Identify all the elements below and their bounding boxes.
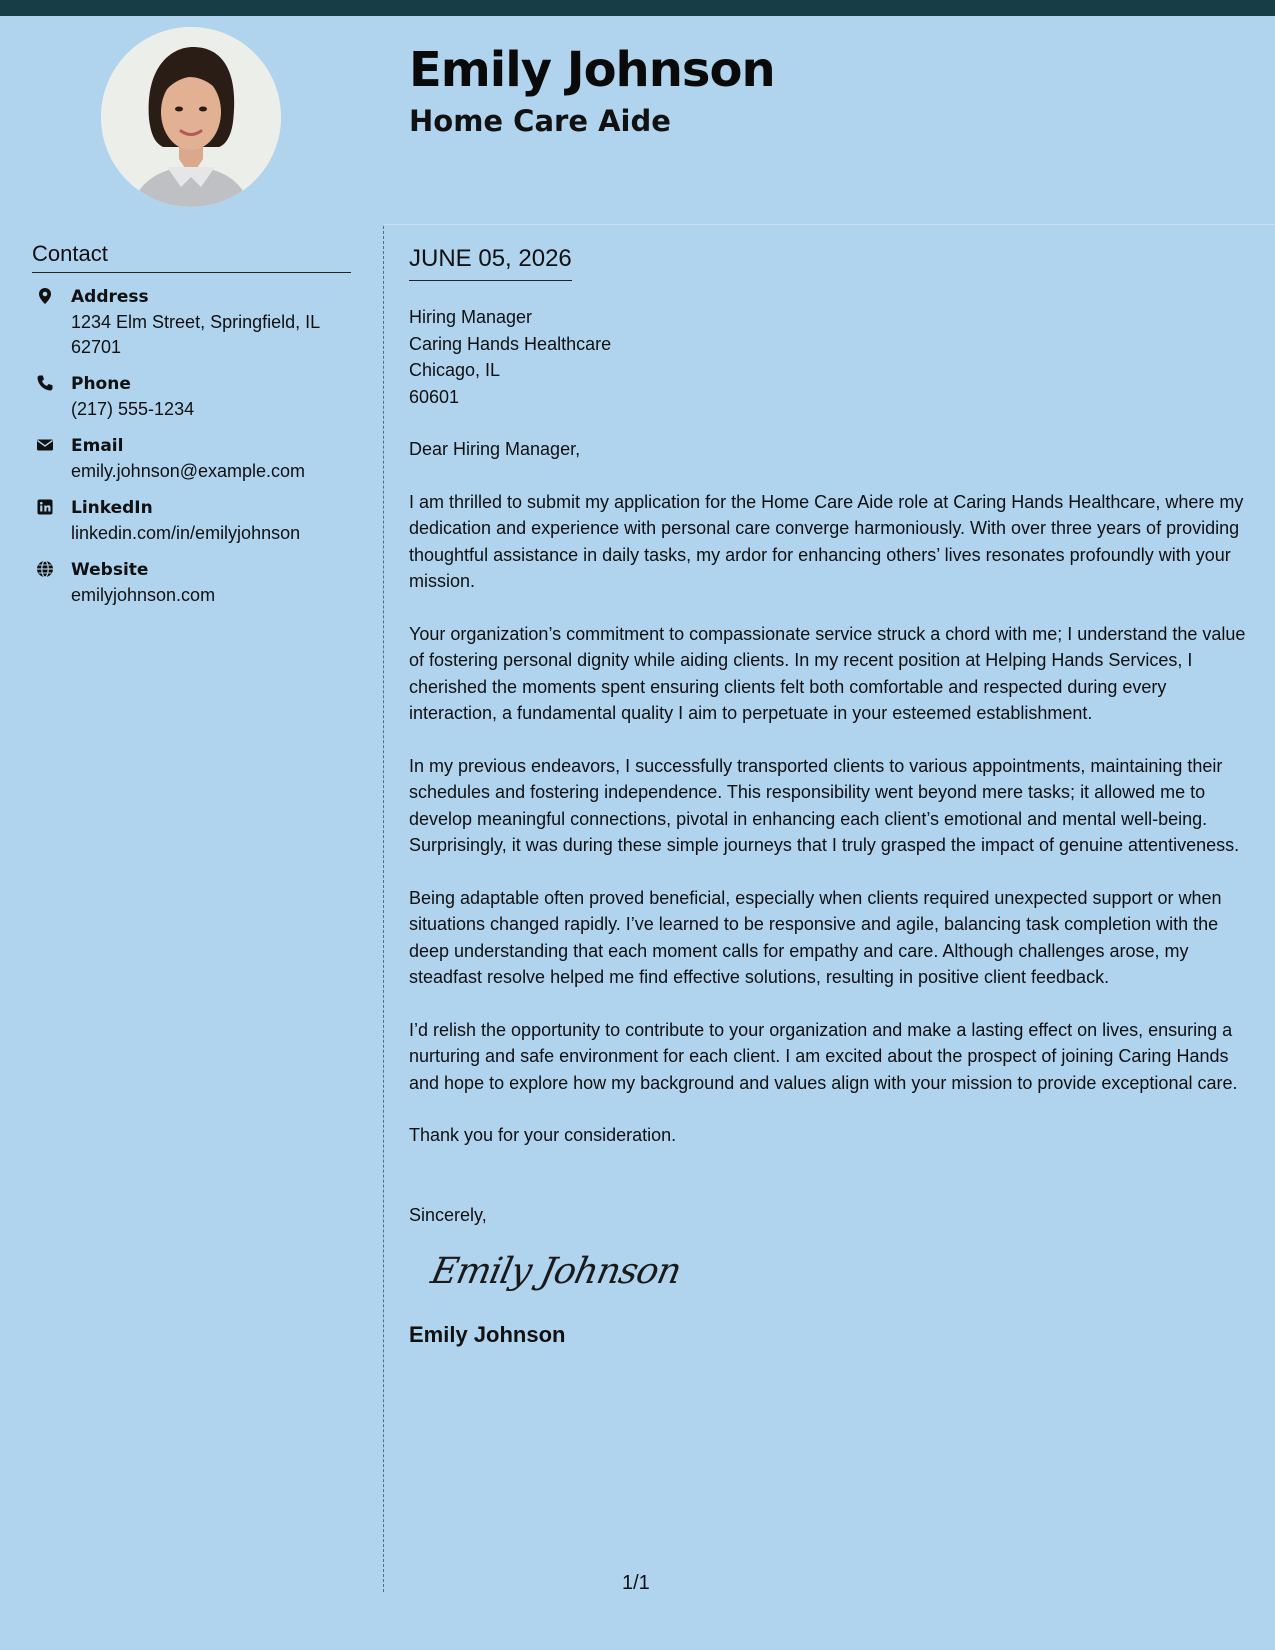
phone-icon bbox=[36, 374, 54, 392]
contact-list bbox=[32, 285, 351, 608]
contact-value-linkedin[interactable]: linkedin.com/in/emilyjohnson bbox=[71, 523, 301, 543]
contact-value-phone[interactable]: (217) 555-1234 bbox=[71, 399, 195, 419]
handwritten-signature: Emily Johnson bbox=[427, 1251, 685, 1292]
contact-label-address: Address bbox=[71, 287, 149, 307]
top-accent-bar bbox=[0, 0, 1275, 16]
contact-phone bbox=[32, 372, 351, 422]
contact-heading: Contact bbox=[32, 240, 351, 273]
email-icon bbox=[36, 436, 54, 454]
body-paragraph: Being adaptable often proved beneficial, especially when clients required unexpected support or when situations changed rapidly. I’ve learned to be responsive and agile, balancing task completion with the deep understanding that each moment calls for empathy and care. Although challenges arose, my steadfast resolve helped me find effective solutions, resulting in positive client feedback. bbox=[409, 887, 1222, 987]
contact-label-website: Website bbox=[71, 560, 149, 580]
linkedin-icon bbox=[36, 498, 54, 516]
globe-icon bbox=[36, 560, 54, 578]
column-divider bbox=[383, 226, 384, 1592]
letter-body bbox=[409, 244, 1259, 1348]
recipient-line: Hiring Manager bbox=[409, 307, 533, 327]
contact-email bbox=[32, 434, 351, 484]
recipient-line: 60601 bbox=[409, 386, 460, 407]
contact-label-phone: Phone bbox=[71, 374, 131, 394]
page-number: 1/1 bbox=[622, 1572, 650, 1594]
profile-photo bbox=[101, 27, 281, 207]
contact-value-website[interactable]: emilyjohnson.com bbox=[71, 585, 216, 605]
closing: Sincerely, bbox=[409, 1204, 487, 1225]
contact-address bbox=[32, 285, 351, 360]
salutation: Dear Hiring Manager, bbox=[409, 439, 581, 459]
contact-value-email[interactable]: emily.johnson@example.com bbox=[71, 461, 306, 481]
contact-linkedin bbox=[32, 496, 351, 546]
applicant-name: Emily Johnson bbox=[409, 42, 775, 98]
recipient-line: Chicago, IL bbox=[409, 360, 501, 380]
recipient-block bbox=[409, 304, 1259, 410]
job-title: Home Care Aide bbox=[409, 104, 671, 138]
header-divider bbox=[384, 224, 1275, 225]
contact-website bbox=[32, 558, 351, 608]
body-paragraph: In my previous endeavors, I successfully transported clients to various appointments, maintaining their schedules and fostering independence. This responsibility went beyond mere tasks; it allowed me to develop meaningful connections, pivotal in enhancing each client’s emotional and mental well-being. Surprisingly, it was during these simple journeys that I truly grasped the impact of genuine attentiveness. bbox=[409, 755, 1240, 855]
body-paragraph: Your organization’s commitment to compassionate service struck a chord with me; I understand the value of fostering personal dignity while aiding clients. In my recent position at Helping Hands Services, I cherished the moments spent ensuring clients felt both comfortable and respected during every interaction, a fundamental quality I aim to perpetuate in your esteemed establishment. bbox=[409, 623, 1246, 723]
recipient-line: Caring Hands Healthcare bbox=[409, 333, 612, 354]
body-paragraph: I’d relish the opportunity to contribute to your organization and make a lasting effect on lives, ensuring a nurturing and safe environment for each client. I am excited about the prospect of joining Caring Hands and hope to explore how my background and values align with your mission to provide exceptional care. bbox=[409, 1019, 1238, 1093]
contact-label-email: Email bbox=[71, 436, 124, 456]
contact-value-address: 1234 Elm Street, Springfield, IL 62701 bbox=[71, 312, 320, 357]
body-paragraph: I am thrilled to submit my application for the Home Care Aide role at Caring Hands Healthcare, where my dedication and experience with personal care converge harmoniously. With over three years of providing thoughtful assistance in daily tasks, my ardor for enhancing others’ lives resonates profoundly with your mission. bbox=[409, 491, 1244, 591]
contact-label-linkedin: LinkedIn bbox=[71, 498, 153, 518]
thank-you-line: Thank you for your consideration. bbox=[409, 1125, 677, 1145]
contact-sidebar bbox=[32, 240, 351, 620]
letter-date: JUNE 05, 2026 bbox=[409, 244, 572, 281]
signer-name: Emily Johnson bbox=[409, 1322, 566, 1347]
map-pin-icon bbox=[36, 287, 54, 305]
